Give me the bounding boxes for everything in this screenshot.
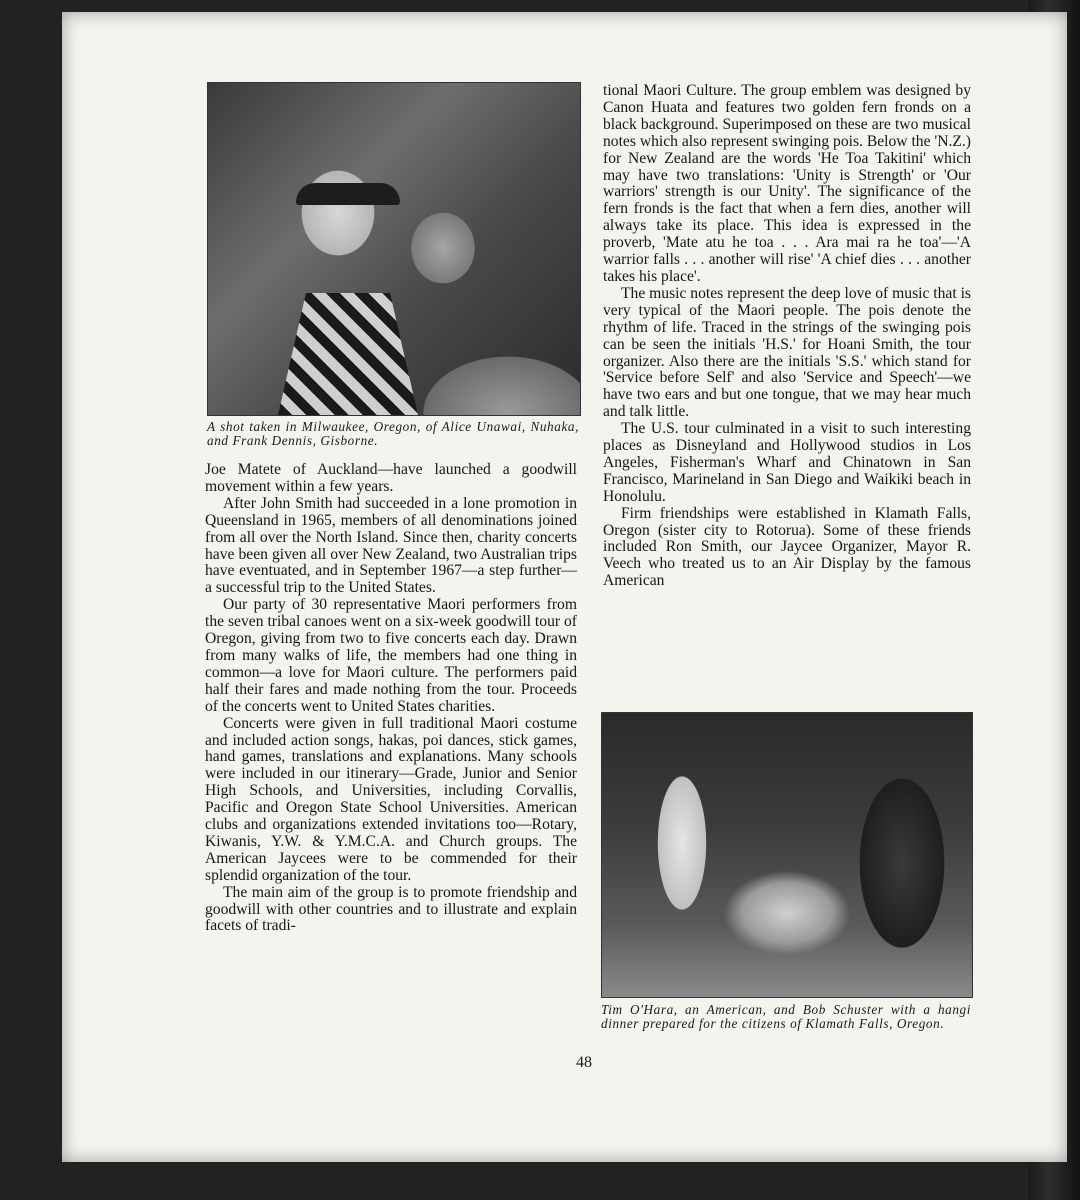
- paragraph: Firm friendships were established in Klamath Falls, Oregon (sister city to Rotorua). Some of these friends included Ron Smith, our Jaycee Organizer, Mayor R. Veech who treated us to an Air Display by the famous American: [603, 504, 971, 590]
- paragraph: The music notes represent the deep love of music that is very typical of the Maori people. The pois denote the rhythm of life. Traced in the strings of the swinging pois can be seen the initials 'H.S.' for Hoani Smith, the tour organizer. Also there are the initials 'S.S.' which stand for 'Service before Self' and also 'Service and Speech'—we have two ears and but one tongue, that we may hear much and talk little.: [603, 284, 971, 421]
- paragraph: Our party of 30 representative Maori performers from the seven tribal canoes went on a six-week goodwill tour of Oregon, giving from two to five concerts each day. Drawn from many walks of life, the members had one thing in common—a love for Maori culture. The performers paid half their fares and made nothing from the tour. Proceeds of the concerts went to United States charities.: [205, 596, 577, 715]
- headband: [296, 183, 400, 205]
- photo-dancers: [207, 82, 581, 416]
- photo-hangi: [601, 712, 973, 998]
- photo-caption-top: A shot taken in Milwaukee, Oregon, of Alice Unawai, Nuhaka, and Frank Dennis, Gisborne.: [207, 419, 579, 448]
- left-column: [205, 462, 577, 935]
- costume-pattern: [278, 293, 418, 415]
- paragraph: tional Maori Culture. The group emblem was designed by Canon Huata and features two golden fern fronds on a black background. Superimposed on these are two musical notes which also represent swinging pois. Below the 'N.Z.) for New Zealand are the words 'He Toa Takitini' which may have two translations: 'Unity is Strength' or 'Our warriors' strength is our Unity'. The significance of the fern fronds is the fact that when a fern dies, another will always take its place. This idea is expressed in the proverb, 'Mate atu he toa . . . Ara mai ra he toa'—'A warrior falls . . . another will rise' 'A chief dies . . . another takes his place'.: [603, 82, 971, 285]
- paragraph: Concerts were given in full traditional Maori costume and included action songs, hakas, poi dances, stick games, hand games, translations and explanations. Many schools were included in our itinerary—Grade, Junior and Senior High Schools, and Universities, including Corvallis, Pacific and Oregon State School Universities. American clubs and organizations extended invitations too—Rotary, Kiwanis, Y.W. & Y.M.C.A. and Church groups. The American Jaycees were to be commended for their splendid organization of the tour.: [205, 714, 577, 884]
- photo-caption-bottom: Tim O'Hara, an American, and Bob Schuster with a hangi dinner prepared for the citizens of Klamath Falls, Oregon.: [601, 1002, 971, 1031]
- page-number: 48: [576, 1054, 592, 1071]
- paragraph: After John Smith had succeeded in a lone promotion in Queensland in 1965, members of all denominations joined from all over the North Island. Since then, charity concerts have been given all over New Zealand, two Australian trips have eventuated, and in September 1967—a step further—a successful trip to the United States.: [205, 494, 577, 597]
- paragraph: The U.S. tour culminated in a visit to such interesting places as Disneyland and Hollywood studios in Los Angeles, Fisherman's Wharf and Chinatown in San Francisco, Marineland in San Diego and Waikiki beach in Honolulu.: [603, 420, 971, 505]
- paragraph: Joe Matete of Auckland—have launched a goodwill movement within a few years.: [205, 461, 577, 495]
- right-column: [603, 83, 971, 590]
- paragraph: The main aim of the group is to promote friendship and goodwill with other countries and to illustrate and explain facets of tradi-: [205, 883, 577, 935]
